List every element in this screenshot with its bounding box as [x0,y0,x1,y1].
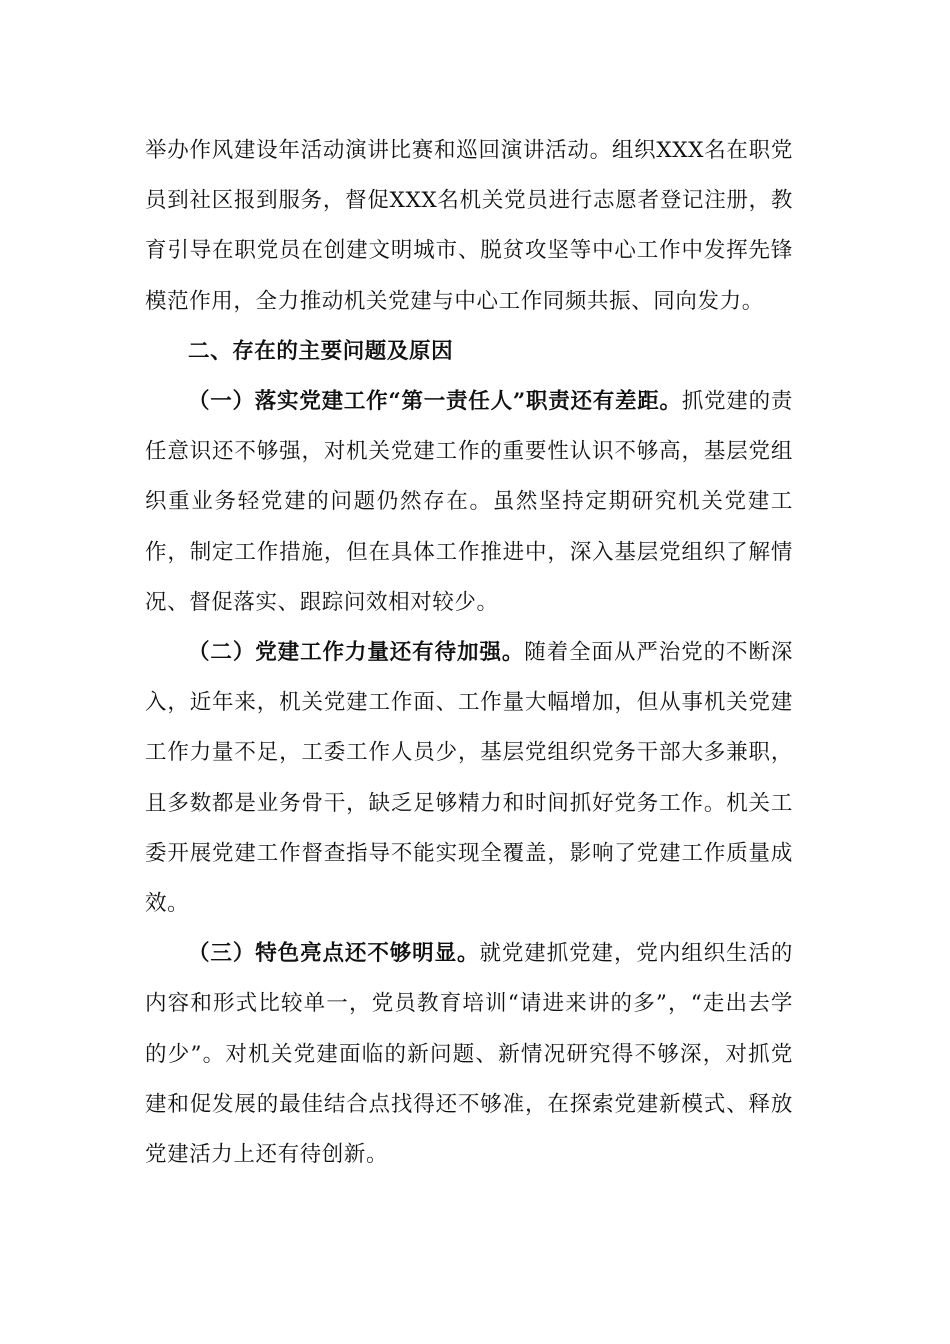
issue-2-text: 随着全面从严治党的不断深入，近年来，机关党建工作面、工作量大幅增加，但从事机关党建工作力量不足，工委工作人员少，基层党组织党务干部大多兼职，且多数都是业务骨干，缺乏足够精力和时间抓好党务工作。机关工委开展党建工作督查指导不能实现全覆盖，影响了党建工作质量成效。 [145,640,793,917]
section-heading [145,327,793,377]
paragraph-intro [145,126,793,327]
section-heading-text: 二、存在的主要问题及原因 [188,338,454,364]
issue-1-heading: （一）落实党建工作“第一责任人”职责还有差距。 [188,389,682,415]
issue-2-heading: （二）党建工作力量还有待加强。 [188,640,525,666]
issue-1-text: 抓党建的责任意识还不够强，对机关党建工作的重要性认识不够高，基层党组织重业务轻党建的问题仍然存在。虽然坚持定期研究机关党建工作，制定工作措施，但在具体工作推进中，深入基层党组织了解情况、督促落实、跟踪问效相对较少。 [145,389,793,615]
issue-3-heading: （三）特色亮点还不够明显。 [188,941,480,967]
paragraph-text: 举办作风建设年活动演讲比赛和巡回演讲活动。组织XXX名在职党员到社区报到服务，督促XXX名机关党员进行志愿者登记注册，教育引导在职党员在创建文明城市、脱贫攻坚等中心工作中发挥先锋模范作用，全力推动机关党建与中心工作同频共振、同向发力。 [145,138,793,314]
document-page [145,126,793,1180]
paragraph-issue-3 [145,929,793,1180]
paragraph-issue-2 [145,628,793,929]
paragraph-issue-1 [145,377,793,628]
issue-3-text: 就党建抓党建，党内组织生活的内容和形式比较单一，党员教育培训“请进来讲的多”，“走出去学的少”。对机关党建面临的新问题、新情况研究得不够深，对抓党建和促发展的最佳结合点找得还不够准，在探索党建新模式、释放党建活力上还有待创新。 [145,941,793,1168]
